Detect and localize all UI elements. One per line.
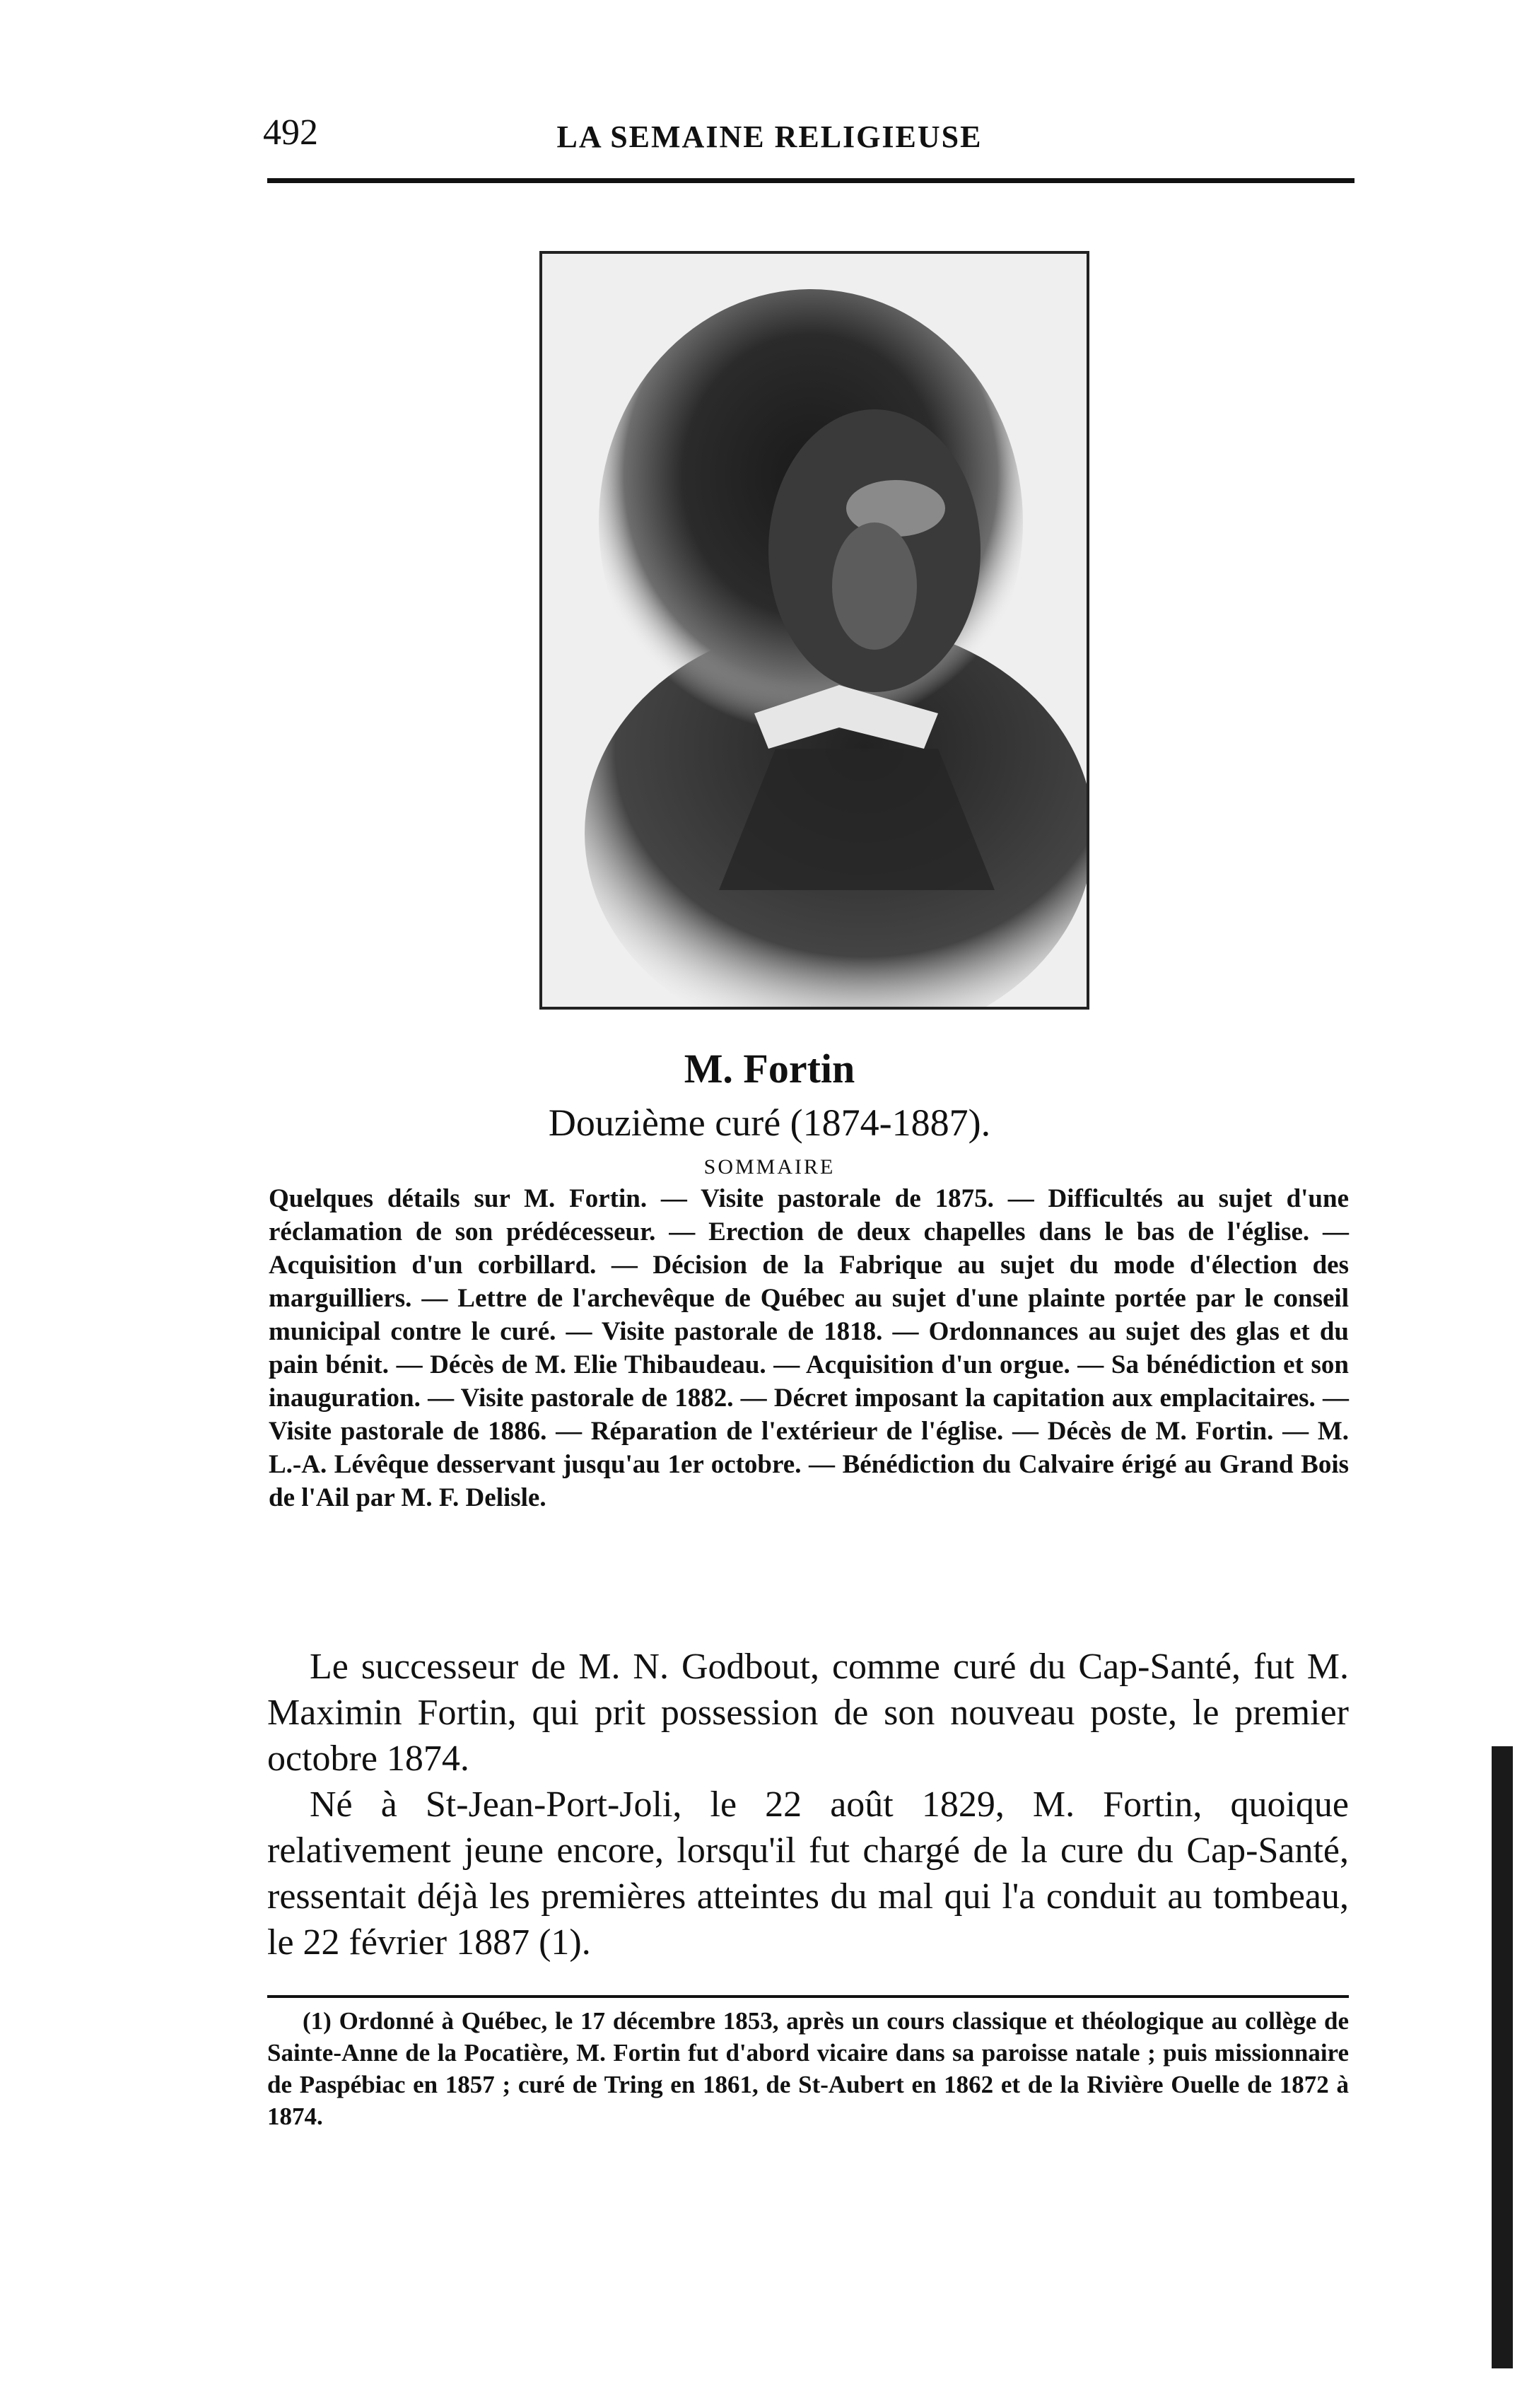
scan-margin-bar [1492,1746,1513,2368]
body-paragraph-2: Né à St-Jean-Port-Joli, le 22 août 1829, M. Fortin, quoique relativement jeune encore, lorsqu'il fut chargé de la cure du Cap-Santé, ressentait déjà les premières atteintes du mal qui l'a conduit au tombeau, le 22 février 1887 (1). [267,1784,1349,1963]
footnote-rule [267,1995,1349,1998]
summary-paragraph: Quelques détails sur M. Fortin. — Visite pastorale de 1875. — Difficultés au sujet d'une réclamation de son prédécesseur. — Erection de deux chapelles dans le bas de l'église. — Acquisition d'un corbillard. — Décision de la Fabrique au sujet du mode d'élection des marguilliers. — Lettre de l'archevêque de Québec au sujet d'une plainte portée par le conseil municipal contre le curé. — Visite pastorale de 1818. — Ordonnances au sujet des glas et du pain bénit. — Décès de M. Elie Thibaudeau. — Acquisition d'un orgue. — Sa bénédiction et son inauguration. — Visite pastorale de 1882. — Décret imposant la capitation aux emplacitaires. — Visite pastorale de 1886. — Réparation de l'extérieur de l'église. — Décès de M. Fortin. — M. L.-A. Lévêque desservant jusqu'au 1er octobre. — Bénédiction du Calvaire érigé au Grand Bois de l'Ail par M. F. Delisle. [269,1184,1349,1512]
header-rule [267,178,1354,183]
sommaire-label: SOMMAIRE [703,1155,836,1179]
footnote: (1) Ordonné à Québec, le 17 décembre 1853, après un cours classique et théologique au collège de Sainte-Anne de la Pocatière, M. Fortin fut d'abord vicaire dans sa paroisse natale ; puis missionnaire de Paspébiac en 1857 ; curé de Tring en 1861, de St-Aubert en 1862 et de la Rivière Ouelle de 1872 à 1874. [267,2007,1349,2130]
body-text [267,1644,1349,1965]
page-number: 492 [263,112,318,153]
portrait-engraving [542,254,1087,1007]
portrait-caption-subtitle: Douzième curé (1874-1887). [548,1101,991,1144]
running-head: LA SEMAINE RELIGIEUSE [556,119,983,154]
portrait-photo [539,251,1089,1010]
portrait-caption-name: M. Fortin [684,1046,855,1092]
body-paragraph-1: Le successeur de M. N. Godbout, comme curé du Cap-Santé, fut M. Maximin Fortin, qui prit possession de son nouveau poste, le premier octobre 1874. [267,1647,1349,1779]
